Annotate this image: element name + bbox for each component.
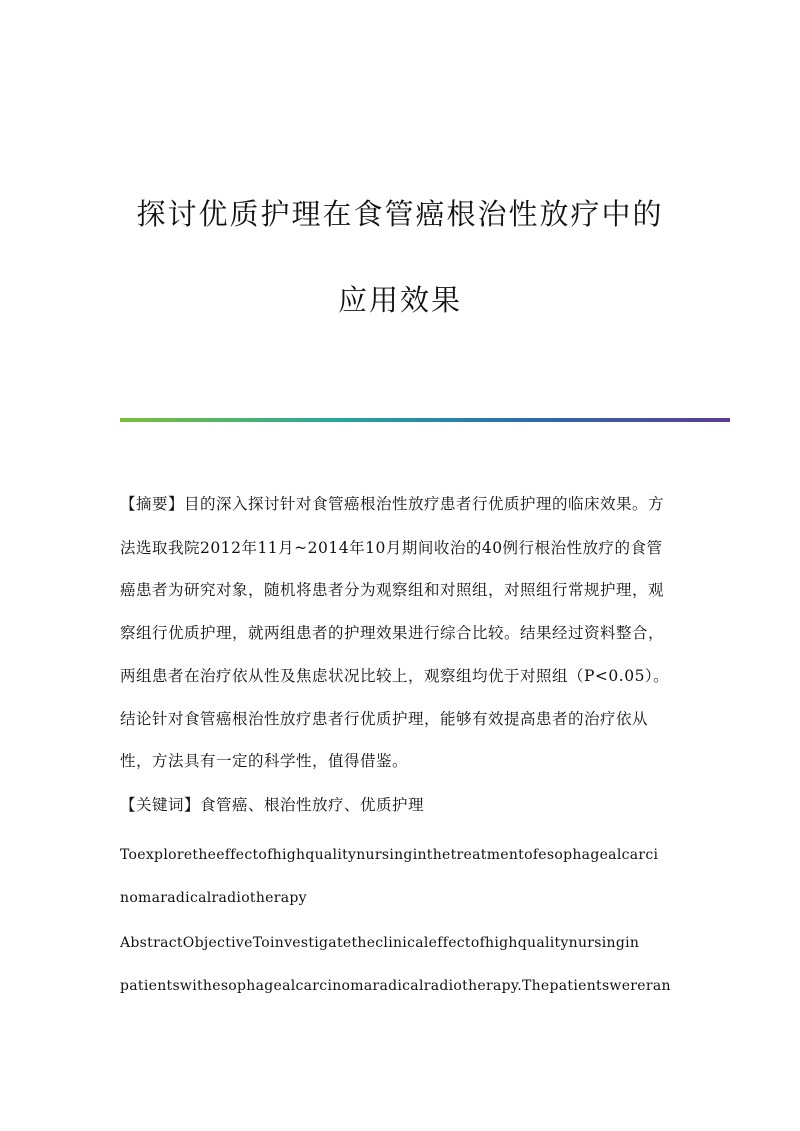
abstract-line: 【摘要】目的深入探讨针对食管癌根治性放疗患者行优质护理的临床效果。方: [120, 495, 665, 513]
english-title-line: Toexploretheeffectofhighqualitynursinginthetreatmentofesophagealcarci: [120, 847, 659, 863]
abstract-line: 法选取我院2012年11月~2014年10月期间收治的40例行根治性放疗的食管: [120, 539, 663, 557]
abstract-line: 癌患者为研究对象，随机将患者分为观察组和对照组，对照组行常规护理，观: [120, 581, 665, 599]
abstract-line: 两组患者在治疗依从性及焦虑状况比较上，观察组均优于对照组（P<0.05）。: [120, 667, 670, 685]
english-title-line: nomaradicalradiotherapy: [120, 890, 307, 906]
document-title-line-1: 探讨优质护理在食管癌根治性放疗中的: [136, 197, 664, 231]
abstract-line: 结论针对食管癌根治性放疗患者行优质护理，能够有效提高患者的治疗依从: [120, 710, 649, 728]
document-title-line-2: 应用效果: [337, 283, 462, 317]
gradient-divider: [120, 418, 730, 422]
keywords-line: 【关键词】食管癌、根治性放疗、优质护理: [120, 796, 425, 814]
abstract-line: 察组行优质护理，就两组患者的护理效果进行综合比较。结果经过资料整合，: [120, 624, 665, 642]
english-abstract-line: patientswithesophagealcarcinomaradicalradiotherapy.Thepatientswereran: [120, 978, 671, 994]
english-abstract-line: AbstractObjectiveToinvestigatetheclinicaleffectofhighqualitynursingin: [120, 935, 640, 951]
abstract-line: 性，方法具有一定的科学性，值得借鉴。: [120, 752, 409, 770]
